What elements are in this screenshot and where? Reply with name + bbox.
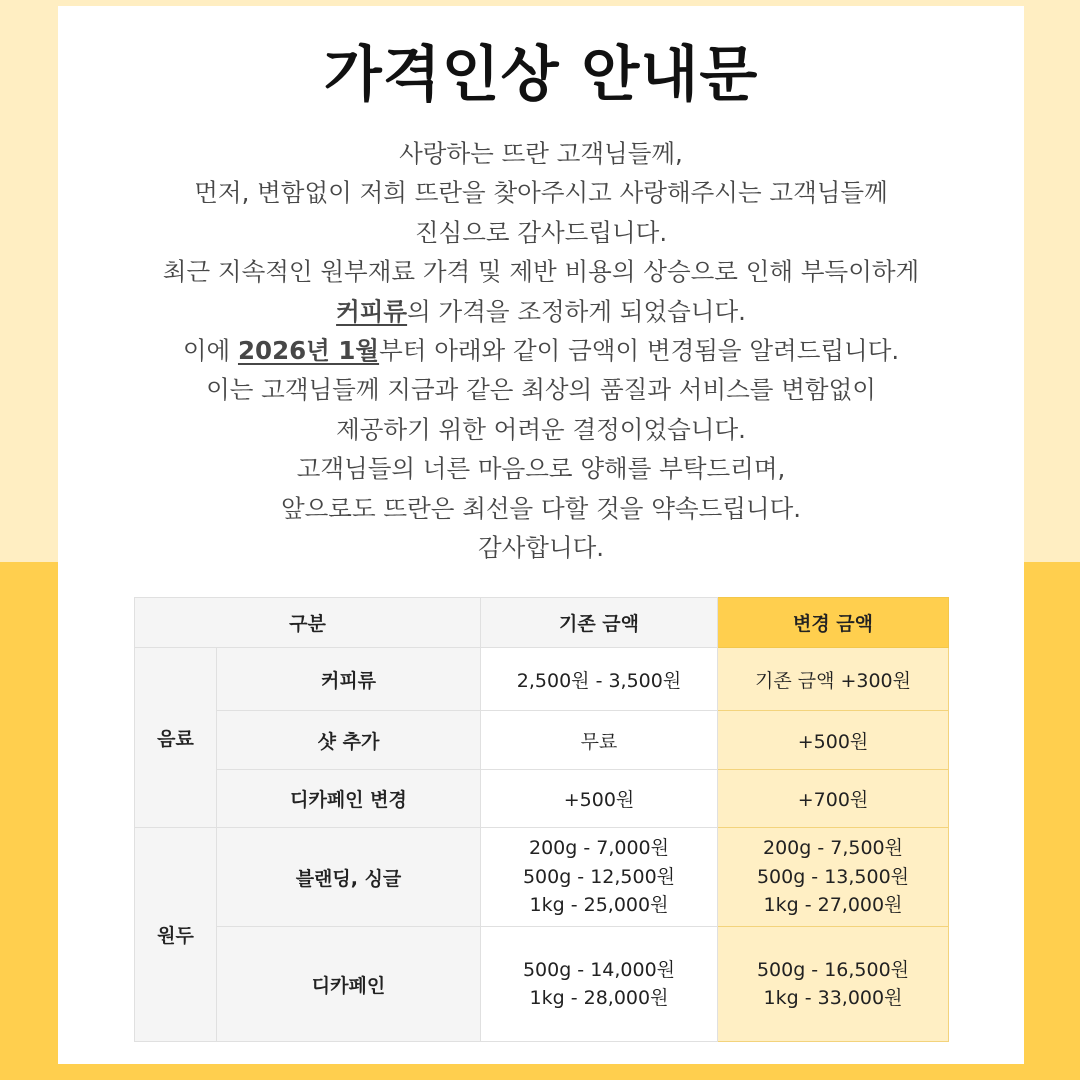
new-price-cell: +500원 xyxy=(718,711,949,770)
notice-title: 가격인상 안내문 xyxy=(323,40,759,110)
notice-card xyxy=(58,6,1024,1064)
table-row xyxy=(135,711,949,770)
table-row xyxy=(135,828,949,927)
message-line: 앞으로도 뜨란은 최선을 다할 것을 약속드립니다. xyxy=(280,493,802,523)
table-row xyxy=(135,770,949,828)
message-line: 감사합니다. xyxy=(477,533,605,563)
message-line xyxy=(58,292,1024,331)
item-name: 디카페인 변경 xyxy=(217,770,481,828)
old-price-cell: 2,500원 - 3,500원 xyxy=(481,648,718,711)
message-text: 이에 xyxy=(182,336,238,366)
message-line: 먼저, 변함없이 저희 뜨란을 찾아주시고 사랑해주시는 고객님들께 xyxy=(194,178,888,208)
price-line: 200g - 7,500원 xyxy=(762,837,903,860)
header-category: 구분 xyxy=(135,598,481,648)
price-line: 500g - 16,500원 xyxy=(756,958,910,981)
price-line: 500g - 13,500원 xyxy=(756,865,910,888)
old-price-cell: 무료 xyxy=(481,711,718,770)
notice-message xyxy=(58,134,1024,567)
message-text: 부터 아래와 같이 금액이 변경됨을 알려드립니다. xyxy=(379,336,900,366)
price-line: 1kg - 28,000원 xyxy=(529,987,669,1009)
table-row xyxy=(135,927,949,1042)
price-line: 1kg - 33,000원 xyxy=(763,987,903,1009)
old-price-cell xyxy=(481,828,718,927)
price-line: 200g - 7,000원 xyxy=(528,837,669,860)
group-beans: 원두 xyxy=(135,828,217,1042)
message-line xyxy=(58,331,1024,370)
message-line: 사랑하는 뜨란 고객님들께, xyxy=(399,139,683,168)
message-line: 진심으로 감사드립니다. xyxy=(414,217,668,247)
message-line: 최근 지속적인 원부재료 가격 및 제반 비용의 상승으로 인해 부득이하게 xyxy=(162,257,920,287)
item-name: 샷 추가 xyxy=(217,711,481,770)
new-price-cell xyxy=(718,927,949,1042)
item-name: 커피류 xyxy=(217,648,481,711)
new-price-cell: +700원 xyxy=(718,770,949,828)
item-name: 디카페인 xyxy=(217,927,481,1042)
message-text: 의 가격을 조정하게 되었습니다. xyxy=(407,296,746,326)
highlight-coffee: 커피류 xyxy=(336,296,408,326)
new-price-cell: 기존 금액 +300원 xyxy=(718,648,949,711)
price-line: 500g - 14,000원 xyxy=(522,958,676,981)
new-price-cell xyxy=(718,828,949,927)
message-line: 제공하기 위한 어려운 결정이었습니다. xyxy=(336,414,746,444)
table-header-row xyxy=(135,598,949,648)
price-line: 500g - 12,500원 xyxy=(522,865,676,888)
price-line: 1kg - 27,000원 xyxy=(763,894,903,917)
group-drinks: 음료 xyxy=(135,648,217,828)
message-line: 고객님들의 너른 마음으로 양해를 부탁드리며, xyxy=(296,454,786,484)
message-line: 이는 고객님들께 지금과 같은 최상의 품질과 서비스를 변함없이 xyxy=(206,375,876,405)
item-name: 블랜딩, 싱글 xyxy=(217,828,481,927)
price-table xyxy=(134,597,949,1042)
old-price-cell xyxy=(481,927,718,1042)
old-price-cell: +500원 xyxy=(481,770,718,828)
price-line: 1kg - 25,000원 xyxy=(529,894,669,917)
header-new-price: 변경 금액 xyxy=(718,598,949,648)
highlight-date: 2026년 1월 xyxy=(237,336,380,366)
header-old-price: 기존 금액 xyxy=(481,598,718,648)
table-row xyxy=(135,648,949,711)
